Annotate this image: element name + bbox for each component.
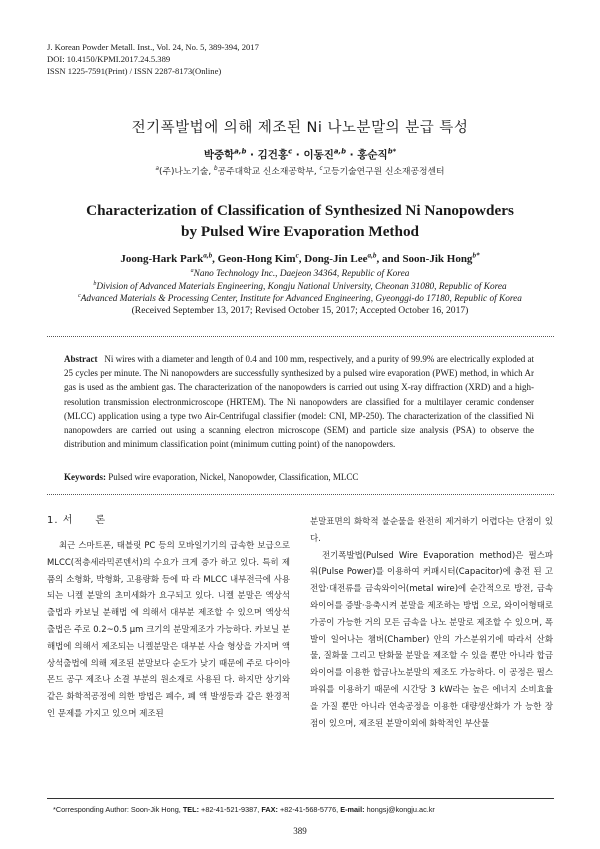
body-paragraph: 전기폭발법(Pulsed Wire Evaporation method)은 펄스파 워(Pulse Power)를 이용하여 커패시터(Capacitor)에 충전 된 고전압·대전류를 금속와이어(metal wire)에 순간적으로 방전, 금속와이어를 증발·응축시켜 분말을 제조하는 방법 으로, 와이어형태로 가공이 가능한 거의 모든 금속을 나노 분말로 제조할 수 있으며, 폭발이 일어나는 챔버(Chamber) 안의 가스분위기에 따라서 산화물, 질화물 그리고 탄화물 분말을 제조할 수 있을 뿐만 아니라 합금와이어를 이용한 합금나노분말의 제조도 가능하다. 이 공정은 펄스파워를 이용하기 때문에 시간당 3 kW라는 높은 에너지 소비효율 을 가질 뿐만 아니라 연속공정을 이용한 대량생산화가 가 능한 장점이 있으며, 제조된 분말이외에 화학적인 부산물	[310, 549, 554, 728]
english-title: Characterization of Classification of Synthesized Ni Nanopowders by Pulsed Wire Evaporation Method	[86, 202, 514, 240]
footnote-rule	[47, 798, 554, 799]
korean-affiliations: $^a$(주)나노기술, $^b$공주대학교 신소재공학부, $^c$고등기술연구원 신소재공정센터	[155, 166, 445, 177]
divider-top	[47, 336, 554, 337]
corresponding-author-footnote: *Corresponding Author: Soon-Jik Hong, TEL: +82-41-521-9387, FAX: +82-41-568-5776, E-mail: hongsj@kongju.ac.kr	[53, 805, 435, 814]
email-link[interactable]: hongsj@kongju.ac.kr	[364, 805, 435, 814]
korean-title: 전기폭발법에 의해 제조된 Ni 나노분말의 분급 특성	[131, 120, 469, 136]
keywords	[64, 472, 534, 482]
journal-doi: DOI: 10.4150/KPMI.2017.24.5.389	[47, 54, 171, 64]
korean-author: 이동진$^{a,b}$	[303, 147, 346, 161]
page-number: 389	[293, 826, 307, 836]
journal-meta	[47, 41, 259, 77]
divider-bottom	[47, 494, 554, 495]
korean-authors: 박중학$^{a,b}$ · 김건홍$^c$ · 이동진$^{a,b}$ · 홍순직$^{b*}$	[203, 147, 397, 161]
keywords-label: Keywords:	[64, 472, 106, 482]
korean-author: 홍순직$^{b*}$	[357, 147, 397, 161]
body-paragraph: 최근 스마트폰, 태블릿 PC 등의 모바일기기의 급속한 보급으로 MLCC(적층세라믹콘덴서)의 수요가 크게 증가 하고 있다. 특히 제품의 소형화, 박형화, 고용량화 등에 따 라 MLCC 내부전극에 사용되는 니켈 분말의 초미세화가 요구되고 있다. 니켈 분말은 액상석출법과 카보닐 분해법 에 의해서 대부분 제조할 수 있으며 액상석출법은 주로 0.2~0.5 μm 크기의 분말제조가 가능하다. 카보닐 분해법에 의해서 제조되는 니켈분말은 대부분 사슬 형상을 가지며 액상석출법에 의해 제조된 분말보다 순도가 낮기 때문에 주로 다이아몬드 공구 제조나 소결 부분의 원소재로 사용된 다. 하지만 상기와 같은 화학적공정에 의한 방법은 폐수, 폐 액 발생등과 같은 환경적인 문제를 가지고 있으며 제조된	[47, 540, 291, 718]
received-dates: (Received September 13, 2017; Revised October 15, 2017; Accepted October 16, 2017)	[131, 305, 469, 316]
body-paragraph: 분말표면의 화학적 불순물을 완전히 제거하기 어렵다는 단점이 있다.	[310, 516, 554, 543]
korean-author: 김건홍$^c$	[257, 147, 293, 161]
korean-author: 박중학$^{a,b}$	[203, 147, 247, 161]
abstract: Abstract Ni wires with a diameter and length of 0.4 and 100 mm, respectively, and a purity of 99.9% are electrically exploded at 25 cycles per minute. The Ni nanopowders are successfully synthesized by a pulsed wire evaporation (PWE) method, in which Ar gas is used as the ambient gas. The characterization of the nanopowders is carried out using X-ray diffraction (XRD) and a high-resolution transmission electronmicroscope (HRTEM). The Ni nanopowders are classified for a multilayer ceramic condenser (MLCC) application using a type two Air-Centrifugal classifier (model: CNI, MP-250). The characterization of the classified Ni nanopowders are carried out using a scanning electron microscope (SEM) and particle size analysis (PSA) to observe the distribution and minimum classification point (minimum cutting point) of the nanopowders.	[64, 354, 535, 450]
english-affiliations: $^a$Nano Technology Inc., Daejeon 34364, Republic of Korea $^b$Division of Advanced Materials Engineering, Kongju National University, Cheonan 31080, Republic of Korea $^c$Advanced Materials & Processing Center, Institute for Advanced Engineering, Gyeonggi-do 17180, Republic of Korea	[78, 267, 522, 305]
column-right	[310, 513, 553, 731]
journal-issn: ISSN 1225-7591(Print) / ISSN 2287-8173(Online)	[47, 66, 222, 76]
abstract-label: Abstract	[64, 354, 98, 364]
english-authors: Joong-Hark Park$^{a,b}$, Geon-Hong Kim$^c$, Dong-Jin Lee$^{a,b}$, and Soon-Jik Hong$^{b*}$	[120, 251, 480, 265]
journal-citation: J. Korean Powder Metall. Inst., Vol. 24, No. 5, 389-394, 2017	[47, 42, 259, 52]
section-heading-introduction: 1. 서 론	[47, 515, 107, 526]
keywords-text: Pulsed wire evaporation, Nickel, Nanopowder, Classification, MLCC	[108, 472, 359, 482]
column-left	[47, 513, 290, 722]
